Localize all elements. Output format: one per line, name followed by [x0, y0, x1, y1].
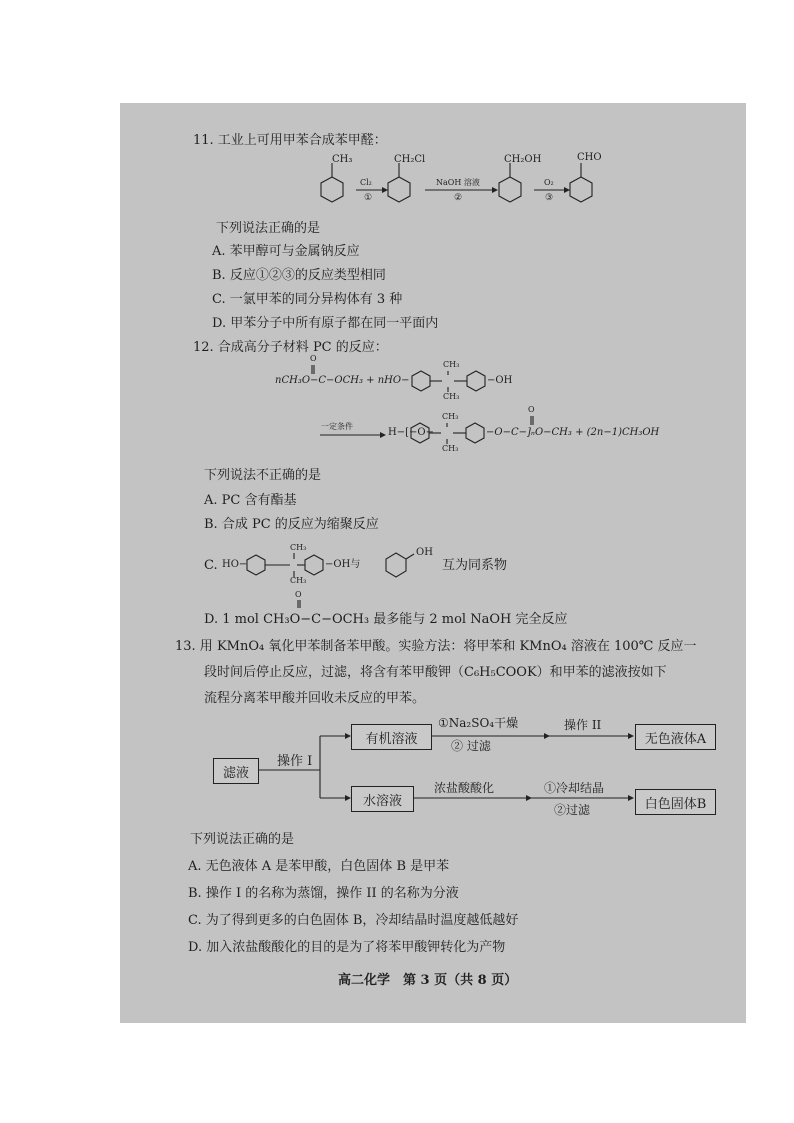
benzene-ring — [388, 177, 410, 202]
q13-option-d: D. 加入浓盐酸酸化的目的是为了将苯甲酸钾转化为产物 — [188, 940, 506, 955]
benzene-ring — [412, 371, 430, 391]
flow-acidify-label: 浓盐酸酸化 — [434, 781, 495, 795]
flow-step-b1: ①冷却结晶 — [544, 781, 605, 795]
arrow1-step: ① — [364, 193, 373, 203]
q12-reactant-carbonyl-o: O — [310, 354, 317, 363]
q12-product-right: −O−C−]ₙO−CH₃ + (2n−1)CH₃OH — [486, 427, 660, 438]
q12-option-c-with: −OH与 — [325, 559, 361, 570]
flow-op1-label: 操作 I — [277, 754, 313, 769]
benzene-ring — [466, 423, 484, 443]
q12-product-carbonyl-o: O — [528, 405, 535, 414]
flow-op2-label: 操作 II — [564, 718, 602, 732]
q12-option-c-ch3-top: CH₃ — [290, 543, 307, 552]
q12-option-a: A. PC 含有酯基 — [204, 493, 297, 508]
q13-option-c: C. 为了得到更多的白色固体 B，冷却结晶时温度越低越好 — [188, 913, 519, 928]
benzene-ring — [321, 177, 343, 202]
q12-condition: 一定条件 — [321, 422, 353, 431]
arrow1-reagent: Cl₂ — [360, 178, 372, 187]
flow-step-a2: ② 过滤 — [451, 739, 491, 753]
q12-reactants: nCH₃O−C−OCH₃ + nHO− — [275, 375, 410, 386]
q12-option-c-ho: HO− — [222, 559, 248, 570]
benzene-ring — [570, 177, 592, 202]
q11-option-a: A. 苯甲醇可与金属钠反应 — [212, 244, 360, 259]
benzene-ring — [247, 555, 265, 575]
benzene-ring — [305, 555, 323, 575]
q12-option-c-tail: 互为同系物 — [442, 558, 508, 573]
q11-option-d: D. 甲苯分子中所有原子都在同一平面内 — [212, 316, 439, 331]
scanned-page — [120, 103, 746, 1023]
arrow2-step: ② — [454, 193, 463, 203]
q12-product-ch3-top: CH₃ — [442, 412, 459, 421]
q11-stem: 11. 工业上可用甲苯合成苯甲醛： — [193, 133, 387, 148]
q12-option-d: D. 1 mol CH₃O−C−OCH₃ 最多能与 2 mol NaOH 完全反应 — [204, 612, 568, 627]
ch2cl-label: CH₂Cl — [394, 154, 426, 165]
flow-step-a1: ①Na₂SO₄干燥 — [438, 716, 519, 730]
benzene-ring — [467, 371, 485, 391]
q12-option-c-ch3-bottom: CH₃ — [290, 576, 307, 585]
q13-option-b: B. 操作 I 的名称为蒸馏，操作 II 的名称为分液 — [188, 886, 459, 901]
q11-option-c: C. 一氯甲苯的同分异构体有 3 种 — [212, 292, 403, 307]
q12-option-c-label: C. — [204, 558, 218, 573]
flow-box-solid-b: 白色固体B — [635, 789, 716, 815]
cho-label: CHO — [577, 152, 602, 163]
flow-step-b2: ②过滤 — [554, 803, 591, 817]
q12-option-b: B. 合成 PC 的反应为缩聚反应 — [204, 517, 379, 532]
q12-stem: 12. 合成高分子材料 PC 的反应： — [193, 340, 388, 355]
q12-reactant-oh: −OH — [487, 375, 513, 386]
q11-prompt: 下列说法正确的是 — [216, 221, 321, 236]
q13-option-a: A. 无色液体 A 是苯甲酸，白色固体 B 是甲苯 — [188, 859, 450, 874]
q13-stem-line-1: 13. 用 KMnO₄ 氧化甲苯制备苯甲酸。实验方法：将甲苯和 KMnO₄ 溶液在 100℃ 反应一 — [175, 639, 697, 654]
benzene-ring — [499, 177, 521, 202]
arrow2-reagent: NaOH 溶液 — [436, 178, 480, 187]
q13-stem-line-2: 段时间后停止反应，过滤，将含有苯甲酸钾（C₆H₅COOK）和甲苯的滤液按如下 — [204, 665, 667, 680]
q11-option-b: B. 反应①②③的反应类型相同 — [212, 268, 386, 283]
ch3-label: CH₃ — [332, 154, 353, 165]
q12-ch3-bottom: CH₃ — [443, 392, 460, 401]
q12-prompt: 下列说法不正确的是 — [204, 468, 322, 483]
ch2oh-label: CH₂OH — [504, 154, 542, 165]
q12-option-c-oh: OH — [416, 547, 433, 558]
q12-product-ch3-bottom: CH₃ — [442, 444, 459, 453]
q12-option-d-carbonyl-o: O — [295, 590, 302, 599]
arrow3-step: ③ — [545, 193, 554, 203]
q13-stem-line-3: 流程分离苯甲酸并回收未反应的甲苯。 — [204, 691, 426, 706]
flow-box-aqueous: 水溶液 — [351, 786, 414, 812]
benzene-ring — [386, 553, 406, 577]
flow-box-liquid-a: 无色液体A — [635, 724, 716, 750]
q12-product-left: H−[−O− — [388, 427, 434, 438]
arrow3-reagent: O₂ — [544, 178, 554, 187]
flow-box-organic: 有机溶液 — [351, 724, 432, 750]
flow-box-filtrate: 滤液 — [213, 758, 259, 784]
q12-ch3-top: CH₃ — [443, 360, 460, 369]
page-footer: 高二化学 第 3 页（共 8 页） — [338, 973, 518, 988]
q13-prompt: 下列说法正确的是 — [190, 832, 295, 847]
